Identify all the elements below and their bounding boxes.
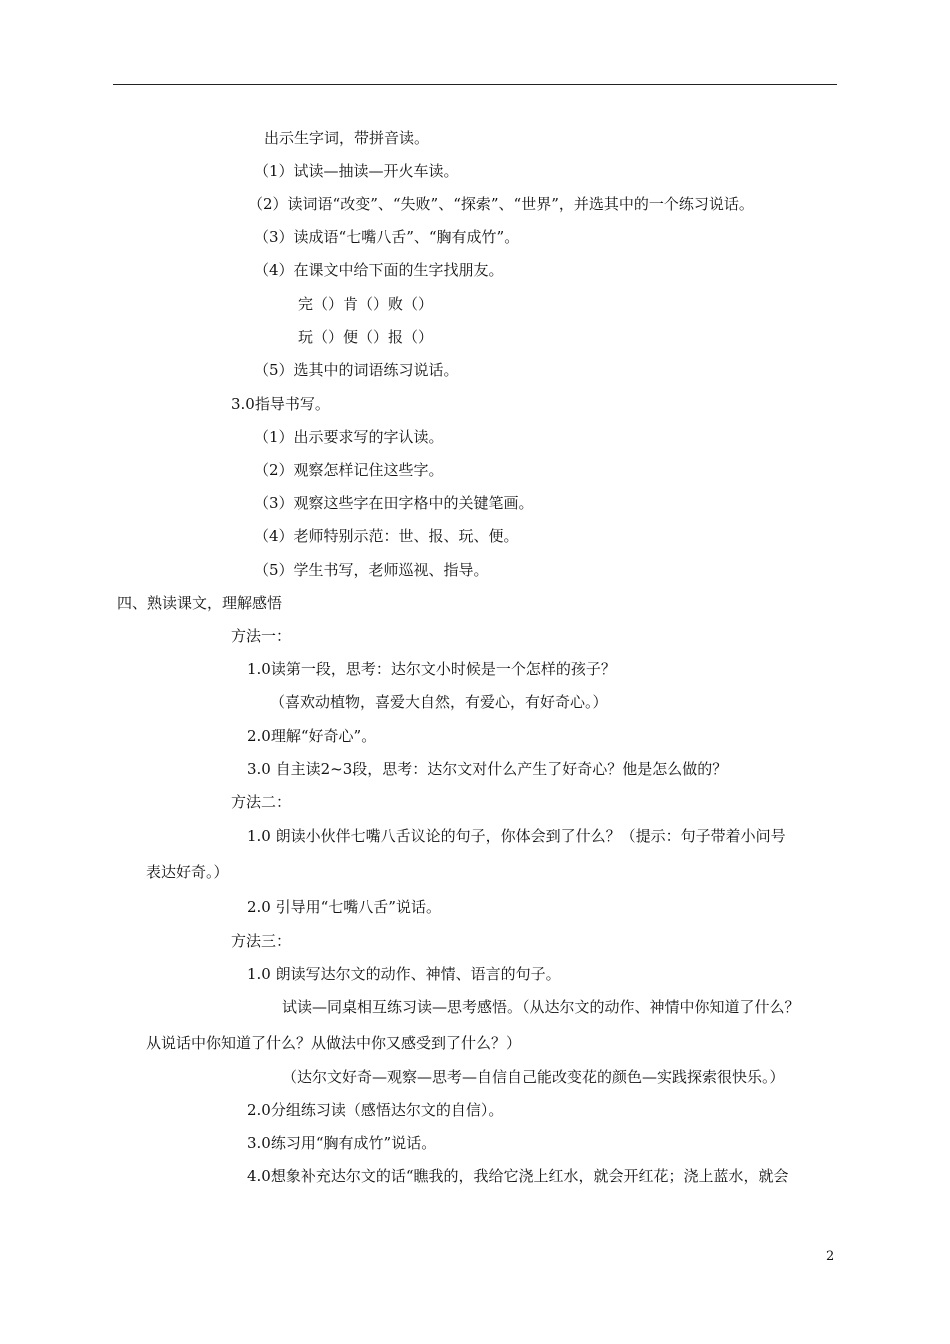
text-line: 2.0理解“好奇心”。	[247, 727, 377, 745]
text-line: （4）老师特别示范：世、报、玩、便。	[254, 527, 519, 545]
page-number: 2	[826, 1249, 835, 1264]
text-line: 试读—同桌相互练习读—思考感悟。（从达尔文的动作、神情中你知道了什么？	[282, 998, 800, 1016]
text-line: （3）观察这些字在田字格中的关键笔画。	[254, 494, 534, 512]
text-line: （1）出示要求写的字认读。	[254, 428, 444, 446]
text-line: （4）在课文中给下面的生字找朋友。	[254, 261, 504, 279]
text-line: 方法一：	[231, 627, 292, 645]
text-line: （5）选其中的词语练习说话。	[254, 361, 459, 379]
text-line: 2.0分组练习读（感悟达尔文的自信）。	[247, 1101, 504, 1119]
text-line: 表达好奇。）	[146, 863, 229, 881]
text-line: （喜欢动植物，喜爱大自然，有爱心，有好奇心。）	[270, 693, 608, 711]
text-line: （1）试读—抽读—开火车读。	[254, 162, 459, 180]
section-heading: 四、熟读课文，理解感悟	[117, 594, 283, 612]
text-line: 出示生字词，带拼音读。	[264, 129, 430, 147]
header-rule	[113, 84, 837, 85]
text-line: 1.0 朗读写达尔文的动作、神情、语言的句子。	[247, 965, 561, 983]
text-line: 3.0练习用“胸有成竹”说话。	[247, 1134, 437, 1152]
text-line: （2）读词语“改变”、“失败”、“探索”、“世界”，并选其中的一个练习说话。	[248, 195, 754, 213]
text-line: 1.0 朗读小伙伴七嘴八舌议论的句子，你体会到了什么？（提示：句子带着小问号	[247, 827, 786, 845]
text-line: （2）观察怎样记住这些字。	[254, 461, 444, 479]
text-line: 完（）肯（）败（）	[298, 295, 434, 313]
text-line: （达尔文好奇—观察—思考—自信自己能改变花的颜色—实践探索很快乐。）	[282, 1068, 785, 1086]
text-line: 3.0指导书写。	[231, 395, 330, 413]
text-line: 3.0 自主读2~3段，思考：达尔文对什么产生了好奇心？他是怎么做的？	[247, 760, 728, 778]
text-line: 1.0读第一段，思考：达尔文小时候是一个怎样的孩子？	[247, 660, 616, 678]
text-line: 从说话中你知道了什么？从做法中你又感受到了什么？）	[146, 1034, 522, 1052]
text-line: 方法二：	[231, 793, 292, 811]
text-line: （3）读成语“七嘴八舌”、“胸有成竹”。	[254, 228, 520, 246]
text-line: 2.0 引导用“七嘴八舌”说话。	[247, 898, 441, 916]
text-line: 方法三：	[231, 932, 292, 950]
text-line: （5）学生书写，老师巡视、指导。	[254, 561, 489, 579]
text-line: 玩（）便（）报（）	[298, 328, 434, 346]
text-line: 4.0想象补充达尔文的话“瞧我的，我给它浇上红水，就会开红花；浇上蓝水，就会	[247, 1167, 789, 1185]
